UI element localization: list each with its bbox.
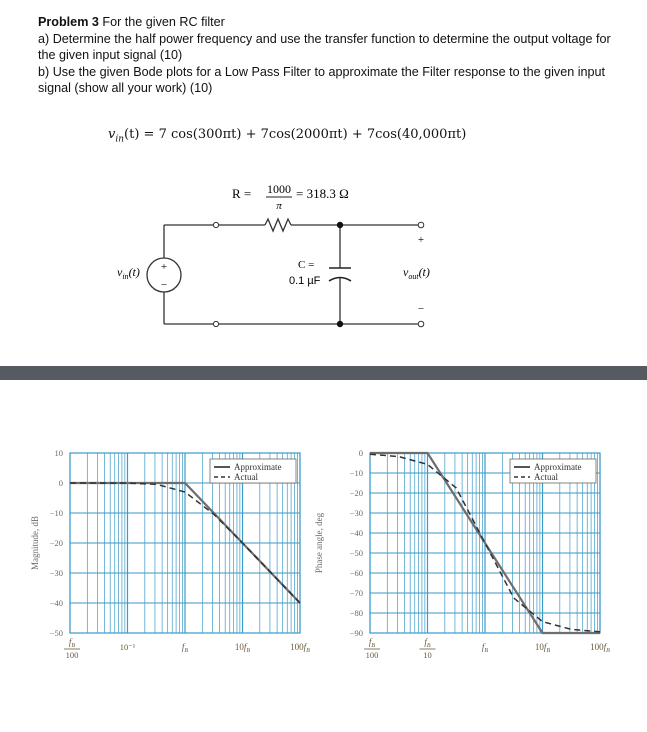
phase-ytick-label: −70 — [349, 588, 363, 598]
magnitude-xtick-label-pre: 100 — [290, 642, 304, 652]
junction-top — [337, 222, 343, 228]
phase-ytick-label: −80 — [349, 608, 363, 618]
magnitude-xtick-label — [182, 642, 189, 654]
phase-xtick-label-f: f — [543, 642, 547, 652]
part-a-line-2: the given input signal (10) — [38, 48, 183, 62]
magnitude-xtick-label-f: f — [243, 642, 247, 652]
phase-ytick-label: −40 — [349, 528, 363, 538]
phase-xtick-label-den: 100 — [365, 650, 379, 660]
magnitude-xtick-label-sub: B — [184, 648, 189, 654]
terminal-bottom-left — [213, 321, 218, 326]
terminal-out-bottom — [418, 321, 424, 327]
vout-sub: out — [408, 272, 419, 281]
terminal-top-left — [213, 222, 218, 227]
phase-xtick-label-pre: 100 — [590, 642, 604, 652]
magnitude-xtick-label-sub: B — [246, 648, 251, 654]
out-plus: + — [417, 234, 425, 246]
resistor-symbol — [265, 219, 291, 231]
magnitude-xtick-label-den: 100 — [65, 650, 79, 660]
junction-bottom — [337, 321, 343, 327]
phase-xtick-label-sub: B — [606, 648, 610, 654]
magnitude-xtick-label — [64, 637, 80, 660]
magnitude-ytick-label: −30 — [49, 568, 63, 578]
problem-title-text: For the given RC filter — [98, 15, 225, 29]
phase-xtick-label-num: $f_B$ — [368, 637, 376, 649]
r-denominator: π — [276, 200, 282, 212]
phase-ytick-label: −60 — [349, 568, 363, 578]
part-a-line-1: a) Determine the half power frequency and use the transfer function to determine the output voltage for — [38, 31, 611, 46]
magnitude-ylabel: Magnitude, dB — [30, 516, 40, 570]
phase-xtick-label — [482, 642, 489, 654]
phase-xtick-label — [420, 637, 436, 660]
magnitude-xtick-label-f: f — [181, 642, 185, 652]
phase-xtick-label — [364, 637, 380, 660]
magnitude-xtick-label-text — [235, 642, 251, 654]
magnitude-xtick-label-text — [182, 642, 189, 654]
magnitude-ytick-label: −10 — [49, 508, 63, 518]
source-plus: + — [160, 261, 168, 273]
magnitude-xtick-label-num: $f_B$ — [68, 637, 76, 649]
vin-v: v — [117, 265, 123, 279]
magnitude-xtick-label — [120, 642, 136, 652]
eq-rhs: (t) = 7 cos(300πt) + 7cos(2000πt) + 7cos(40,000πt) — [124, 127, 467, 142]
eq-lhs-sub: in — [115, 134, 125, 145]
bode-plots — [0, 380, 647, 732]
magnitude-xtick-label-f: f — [303, 642, 307, 652]
phase-ylabel: Phase angle, deg — [314, 512, 324, 574]
vin-arg: (t) — [128, 265, 140, 279]
magnitude-ytick-label: 0 — [58, 478, 63, 488]
vin-label — [117, 265, 140, 281]
phase-xtick-label-sub: B — [484, 648, 489, 654]
problem-number: Problem 3 — [38, 15, 99, 29]
c-label: C = — [298, 259, 315, 271]
r-label: R = — [232, 186, 252, 201]
magnitude-legend-label: Actual — [234, 472, 258, 482]
phase-legend-label: Approximate — [534, 462, 582, 472]
vin-sub: in — [122, 272, 129, 281]
vout-arg: (t) — [418, 265, 430, 279]
phase-xtick-label-f: f — [603, 642, 607, 652]
magnitude-ytick-label: −20 — [49, 538, 63, 548]
phase-legend-label: Actual — [534, 472, 558, 482]
vout-v: v — [403, 265, 409, 279]
r-numerator: 1000 — [267, 182, 291, 196]
phase-xtick-label-den: 10 — [423, 650, 432, 660]
section-divider — [0, 366, 647, 380]
magnitude-xtick-label — [290, 642, 310, 654]
magnitude-ytick-label: 10 — [54, 448, 63, 458]
magnitude-xtick-label-num-sub: B — [71, 643, 76, 649]
part-b-line-1: b) Use the given Bode plots for a Low Pass Filter to approximate the Filter response to the given input — [38, 64, 606, 79]
magnitude-xtick-label-pre: 10 — [234, 642, 244, 652]
source-minus: − — [160, 279, 168, 291]
eq-lhs: v — [108, 127, 116, 142]
phase-bode-plot — [314, 448, 610, 660]
phase-xtick-label-text — [590, 642, 610, 654]
magnitude-ytick-label: −50 — [49, 628, 63, 638]
vout-label — [403, 265, 430, 281]
phase-ytick-label: −20 — [349, 488, 363, 498]
magnitude-bode-plot — [30, 448, 310, 660]
phase-xtick-label — [535, 642, 551, 654]
phase-xtick-label-num-sub: B — [371, 643, 376, 649]
phase-xtick-label-text — [482, 642, 489, 654]
magnitude-xtick-label-sub: B — [306, 648, 310, 654]
terminal-out-top — [418, 222, 424, 228]
part-b-line-2: signal (show all your work) (10) — [38, 81, 213, 95]
magnitude-legend-label: Approximate — [234, 462, 282, 472]
phase-xtick-label-num: $f_B$ — [424, 637, 431, 649]
phase-ytick-label: −30 — [349, 508, 363, 518]
phase-xtick-label-pre: 10 — [534, 642, 544, 652]
phase-ytick-label: 0 — [358, 448, 363, 458]
phase-xtick-label-num-sub: B — [426, 643, 431, 649]
phase-xtick-label-text — [535, 642, 551, 654]
magnitude-xtick-label-text — [290, 642, 310, 654]
phase-ytick-label: −50 — [349, 548, 363, 558]
r-value: = 318.3 Ω — [296, 186, 349, 201]
phase-xtick-label-sub: B — [546, 648, 551, 654]
c-value: 0.1 µF — [289, 275, 321, 287]
magnitude-ytick-label: −40 — [49, 598, 63, 608]
phase-xtick-label-f: f — [481, 642, 485, 652]
magnitude-xtick-label — [235, 642, 251, 654]
out-minus: − — [417, 303, 425, 315]
phase-ytick-label: −90 — [349, 628, 363, 638]
phase-xtick-label — [590, 642, 610, 654]
phase-ytick-label: −10 — [349, 468, 363, 478]
magnitude-xtick-label-text: 10⁻¹ — [119, 642, 136, 652]
